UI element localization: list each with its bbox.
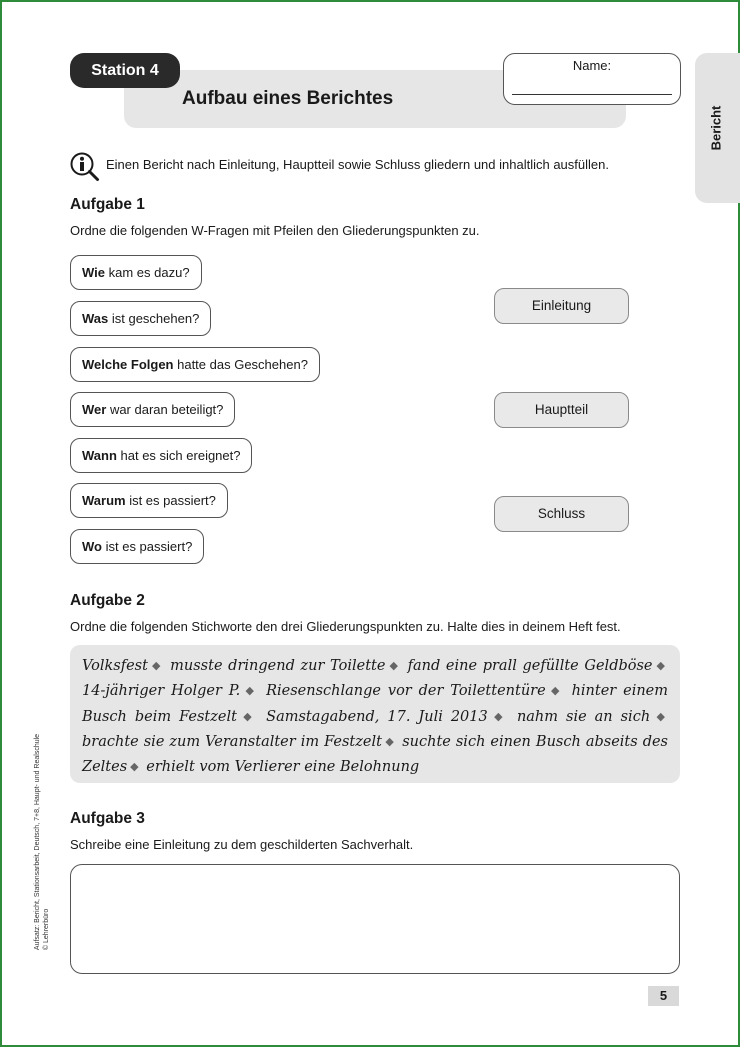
keyword: brachte sie zum Veranstalter im Festzelt — [82, 733, 382, 750]
task3-heading: Aufgabe 3 — [70, 810, 145, 827]
task1-heading: Aufgabe 1 — [70, 196, 145, 213]
keyword: nahm sie an sich — [516, 708, 651, 725]
target-einleitung[interactable]: Einleitung — [494, 288, 629, 324]
answer-box[interactable] — [70, 864, 680, 974]
keyword: 14-jähriger Holger P. — [82, 683, 241, 700]
question-box[interactable]: Warum ist es passiert? — [70, 483, 228, 518]
keyword: Riesenschlange vor der Toilettentüre — [266, 683, 546, 700]
task1-instruction: Ordne die folgenden W-Fragen mit Pfeilen den Gliederungspunkten zu. — [70, 223, 480, 238]
keyword: Volksfest — [82, 658, 148, 674]
question-box[interactable]: Welche Folgen hatte das Geschehen? — [70, 347, 320, 382]
keyword: Samstagabend, 17. Juli 2013 — [266, 708, 488, 725]
question-box[interactable]: Was ist geschehen? — [70, 301, 211, 336]
name-field[interactable] — [503, 53, 681, 105]
learning-goal-text: Einen Bericht nach Einleitung, Hauptteil sowie Schluss gliedern und inhaltlich ausfüllen. — [106, 157, 609, 172]
name-line — [512, 94, 672, 95]
info-magnifier-icon — [70, 152, 100, 182]
keyword: suchte sich einen Busch abseits des Zeltes — [82, 733, 668, 776]
keyword-panel: Volksfest ◆ musste dringend zur Toilette ◆ fand eine prall gefüllte Geldböse ◆ 14-jähriger Holger P. ◆ Riesenschlange vor der Toilettentüre ◆ hinter einem Busch beim Festzelt ◆ Samstagabend, 17. Juli 2013 ◆ nahm sie an sich ◆ brachte sie zum Veranstalter im Festzelt ◆ suchte sich einen Busch abseits des Zeltes ◆ erhielt vom Verlierer eine Belohnung — [70, 645, 680, 783]
task2-heading: Aufgabe 2 — [70, 592, 145, 609]
keyword: erhielt vom Verlierer eine Belohnung — [146, 759, 420, 776]
question-box[interactable]: Wer war daran beteiligt? — [70, 392, 235, 427]
question-box[interactable]: Wie kam es dazu? — [70, 255, 202, 290]
name-label: Name: — [572, 58, 612, 73]
keyword: musste dringend zur Toilette — [170, 658, 386, 674]
keyword: hinter einem Busch — [82, 683, 669, 725]
question-box[interactable]: Wann hat es sich ereignet? — [70, 438, 252, 473]
page-number: 5 — [648, 986, 679, 1006]
side-tab-label: Bericht — [708, 105, 724, 151]
side-credit: Aufsatz: Bericht, Stationsarbeit, Deutsch, 7+8, Haupt- und Realschule © Lehrerbüro — [34, 733, 50, 951]
keyword: fand eine prall gefüllte Geldböse — [407, 658, 653, 674]
keyword: beim Festzelt — [134, 708, 237, 725]
page-title: Aufbau eines Berichtes — [182, 88, 394, 109]
target-hauptteil[interactable]: Hauptteil — [494, 392, 629, 428]
question-box[interactable]: Wo ist es passiert? — [70, 529, 204, 564]
target-schluss[interactable]: Schluss — [494, 496, 629, 532]
task3-instruction: Schreibe eine Einleitung zu dem geschilderten Sachverhalt. — [70, 837, 414, 852]
task2-instruction: Ordne die folgenden Stichworte den drei Gliederungspunkten zu. Halte dies in deinem Heft fest. — [70, 619, 621, 634]
station-badge: Station 4 — [70, 53, 180, 88]
